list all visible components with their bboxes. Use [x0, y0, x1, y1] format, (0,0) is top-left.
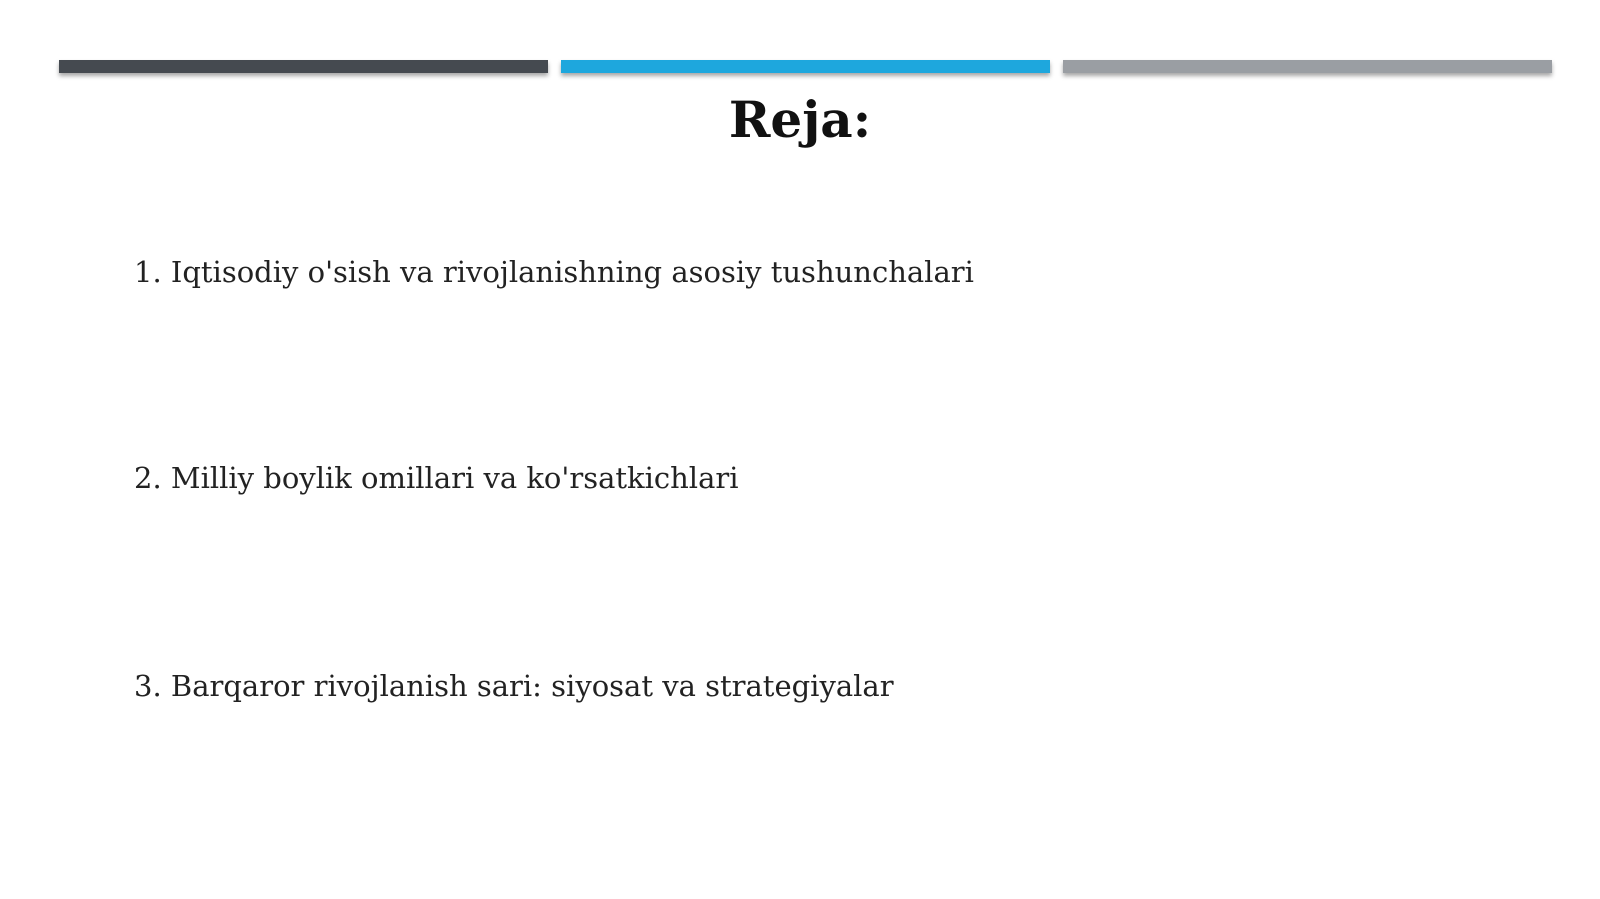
plan-item-1: 1. Iqtisodiy o'sish va rivojlanishning asosiy tushunchalari: [134, 255, 974, 289]
top-bar-blue: [561, 60, 1050, 73]
top-bar-gray: [1063, 60, 1552, 73]
plan-item-2: 2. Milliy boylik omillari va ko'rsatkichlari: [134, 461, 739, 495]
decorative-top-bars: [59, 60, 1552, 74]
slide-title: Reja:: [728, 90, 872, 149]
top-bar-dark: [59, 60, 548, 73]
plan-item-3: 3. Barqaror rivojlanish sari: siyosat va strategiyalar: [134, 669, 894, 703]
